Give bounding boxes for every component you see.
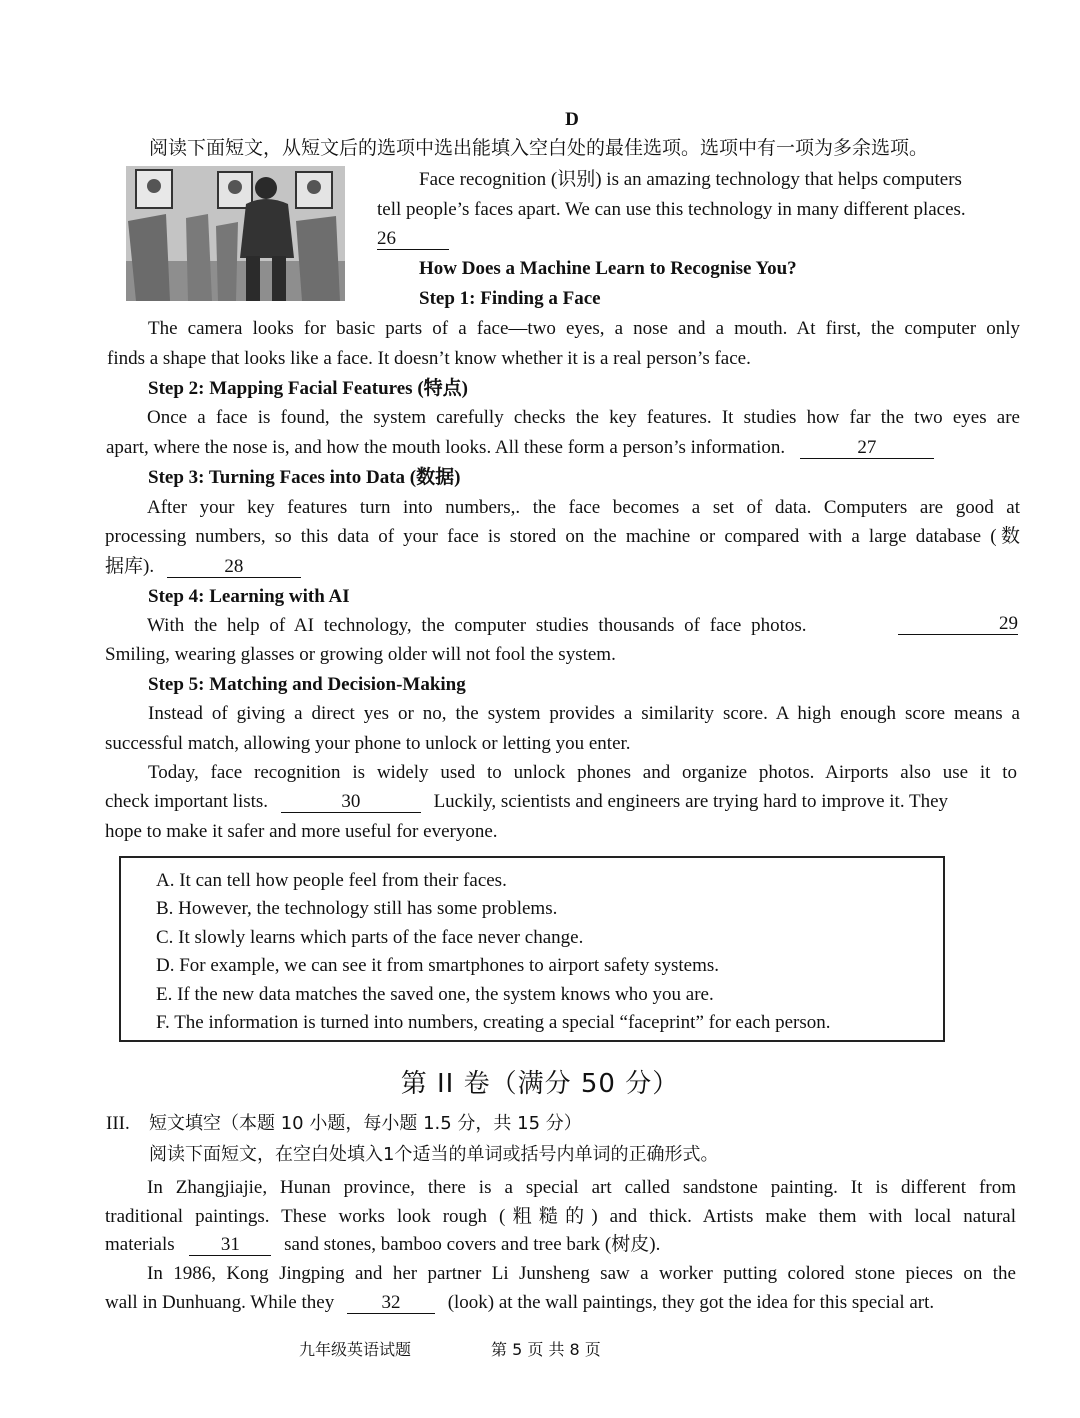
- step2-line-1: Once a face is found, the system carefully checks the key features. It studies how far the two eyes are: [147, 407, 1020, 428]
- conclusion-line-2: [105, 790, 948, 814]
- section-title: 短文填空（本题 10 小题，每小题 1.5 分，共 15 分）: [149, 1113, 582, 1134]
- step3-line-1: After your key features turn into numbers,. the face becomes a set of data. Computers are good at: [147, 497, 1020, 518]
- option-e: E. If the new data matches the saved one, the system knows who you are.: [156, 984, 714, 1005]
- section-instruction: 阅读下面短文，在空白处填入1个适当的单词或括号内单词的正确形式。: [149, 1144, 719, 1165]
- step5-line-2: successful match, allowing your phone to unlock or letting you enter.: [105, 733, 631, 754]
- blank-29: 29: [898, 614, 1018, 635]
- step2-line-2: [106, 436, 934, 460]
- passage-letter: D: [565, 109, 579, 130]
- step4-line-2: Smiling, wearing glasses or growing older will not fool the system.: [105, 644, 616, 665]
- step2-line-2-text: apart, where the nose is, and how the mouth looks. All these form a person’s information.: [106, 437, 786, 458]
- blank-26-number: 26: [377, 229, 449, 250]
- conclusion-line-3: hope to make it safer and more useful for everyone.: [105, 821, 498, 842]
- step1-line-2: finds a shape that looks like a face. It doesn’t know whether it is a real person’s face.: [107, 348, 751, 369]
- option-c: C. It slowly learns which parts of the face never change.: [156, 927, 584, 948]
- option-f: F. The information is turned into numbers, creating a special “faceprint” for each person.: [156, 1012, 831, 1033]
- step3-line-3-text: 据库).: [105, 556, 155, 577]
- footer-subject: 九年级英语试题: [299, 1340, 412, 1359]
- step4-line-1-text: With the help of AI technology, the computer studies thousands of face photos.: [147, 615, 807, 636]
- step3-line-2: processing numbers, so this data of your face is stored on the machine or compared with a large database (数: [105, 526, 1020, 547]
- option-d: D. For example, we can see it from smartphones to airport safety systems.: [156, 955, 719, 976]
- conclusion-line-2b: Luckily, scientists and engineers are trying hard to improve it. They: [433, 791, 949, 812]
- blank-31: 31: [189, 1235, 271, 1256]
- footer-page: 第 5 页 共 8 页: [491, 1340, 601, 1359]
- step3-title: Step 3: Turning Faces into Data (数据): [148, 467, 461, 488]
- face-recognition-photo: [126, 166, 345, 301]
- step3-line-3: [105, 555, 301, 579]
- blank-27: 27: [800, 438, 934, 459]
- step5-line-1: Instead of giving a direct yes or no, the system provides a similarity score. A high enough score means a: [148, 703, 1020, 724]
- p1-line-3b: sand stones, bamboo covers and tree bark (树皮).: [284, 1234, 661, 1255]
- article-heading: How Does a Machine Learn to Recognise You?: [419, 258, 797, 279]
- p2-line-2b: (look) at the wall paintings, they got the idea for this special art.: [447, 1292, 935, 1313]
- step2-title: Step 2: Mapping Facial Features (特点): [148, 378, 468, 399]
- blank-32: 32: [347, 1293, 435, 1314]
- p2-line-1: In 1986, Kong Jingping and her partner Li Junsheng saw a worker putting colored stone pieces on the: [147, 1263, 1016, 1284]
- section-number: III.: [106, 1113, 130, 1134]
- option-a: A. It can tell how people feel from their faces.: [156, 870, 507, 891]
- step1-line-1: The camera looks for basic parts of a face—two eyes, a nose and a mouth. At first, the computer only: [148, 318, 1020, 339]
- p1-line-3: [105, 1233, 660, 1257]
- intro-line-1: Face recognition (识别) is an amazing technology that helps computers: [419, 169, 962, 190]
- option-b: B. However, the technology still has some problems.: [156, 898, 558, 919]
- passage-instruction: 阅读下面短文，从短文后的选项中选出能填入空白处的最佳选项。选项中有一项为多余选项。: [149, 137, 929, 159]
- blank-26: [377, 227, 449, 251]
- step1-title: Step 1: Finding a Face: [419, 288, 601, 309]
- p1-line-2: traditional paintings. These works look rough (粗糙的) and thick. Artists make them with local natural: [105, 1206, 1016, 1227]
- conclusion-line-2a: check important lists.: [105, 791, 269, 812]
- p1-line-3a: materials: [105, 1234, 175, 1255]
- p2-line-2a: wall in Dunhuang. While they: [105, 1292, 335, 1313]
- step5-title: Step 5: Matching and Decision-Making: [148, 674, 466, 695]
- intro-line-2: tell people’s faces apart. We can use this technology in many different places.: [377, 199, 966, 220]
- p2-line-2: [105, 1291, 934, 1315]
- gate-illustration-icon: [126, 166, 345, 301]
- step4-line-1: [147, 614, 1020, 638]
- blank-30: 30: [281, 792, 421, 813]
- part2-title: 第 II 卷（满分 50 分）: [400, 1069, 680, 1099]
- blank-28: 28: [167, 557, 301, 578]
- step4-title: Step 4: Learning with AI: [148, 586, 350, 607]
- conclusion-line-1: Today, face recognition is widely used to unlock phones and organize photos. Airports also use it to: [148, 762, 1017, 783]
- p1-line-1: In Zhangjiajie, Hunan province, there is a special art called sandstone painting. It is different from: [147, 1177, 1016, 1198]
